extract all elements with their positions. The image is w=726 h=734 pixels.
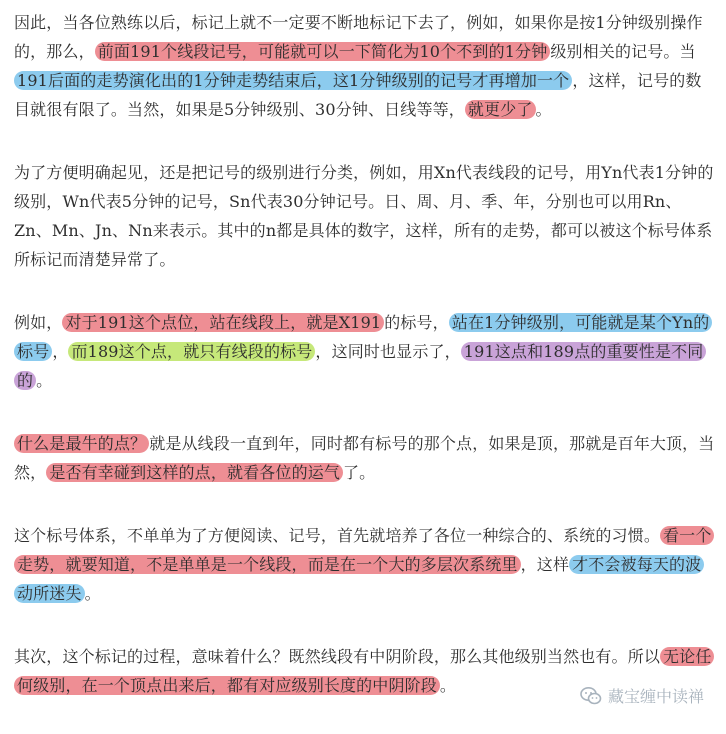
text-segment: 级别相关的记号。当 [550,42,696,61]
highlight-red: 什么是最牛的点？ [14,434,149,453]
text-segment: 就是从线段一直到年，同时都有标号的那个点，如果是顶，那就是百年大顶，当然， [14,434,715,482]
highlight-green: 而189这个点，就只有线段的标号 [68,342,315,361]
text-segment: ，这样，记号的数目就很有限了。当然，如果是5分钟级别、30分钟、日线等等， [14,71,702,119]
text-segment: 了。 [343,463,376,482]
watermark [580,684,704,707]
highlight-red: 是否有幸碰到这样的点，就看各位的运气 [46,463,343,482]
highlight-blue: 191后面的走势演化出的1分钟走势结束后，这1分钟级别的记号才再增加一个 [14,71,572,90]
text-segment: 的标号， [384,313,449,332]
paragraph [14,158,716,274]
text-segment: 这个标号体系，不单单为了方便阅读、记号，首先就培养了各位一种综合的、系统的习惯。 [14,526,661,545]
highlight-red: 对于191这个点位，站在线段上，就是X191 [62,313,384,332]
highlight-red: 无论任何级别，在一个顶点出来后，都有对应级别长度的中阴阶段 [14,647,714,695]
paragraph [14,429,716,487]
highlight-blue: 才不会被每天的波动所迷失 [14,555,704,603]
highlight-blue: 站在1分钟级别，可能就是某个Yn的标号 [14,313,712,361]
text-segment: 其次，这个标记的过程，意味着什么？既然线段有中阴阶段，那么其他级别当然也有。所以 [14,647,661,666]
text-segment: 。 [84,584,101,603]
highlight-red: 看一个走势，就要知道，不是单单是一个线段，而是在一个大的多层次系统里 [14,526,714,574]
highlight-red: 就更少了 [465,100,536,119]
text-segment: 。 [439,676,457,695]
text-segment: 例如， [14,313,63,332]
text-segment: 为了方便明确起见，还是把记号的级别进行分类，例如，用Xn代表线段的记号，用Yn代表1分钟的级别，Wn代表5分钟的记号，Sn代表30分钟记号。日、周、月、季、年，分别也可以用Rn、Zn、Mn、Jn、Nn来表示。其中的n都是具体的数字，这样，所有的走势，都可以被这个标号体系所标记而清楚异常了。 [14,163,714,269]
highlight-red: 前面191个线段记号，可能就可以一下简化为10个不到的1分钟 [95,42,551,61]
watermark-text: 藏宝缠中读禅 [607,687,704,706]
paragraph [14,308,716,395]
paragraph [14,8,716,124]
article-body [14,8,716,734]
paragraph [14,521,716,608]
text-segment: ， [52,342,69,361]
text-segment: 。 [535,100,552,119]
text-segment: 因此，当各位熟练以后，标记上就不一定要不断地标记下去了，例如，如果你是按1分钟级别操作的，那么， [14,13,703,61]
text-segment: 。 [36,371,53,390]
highlight-purple: 191这点和189点的重要性是不同的 [14,342,706,390]
text-segment: ，这同时也显示了， [315,342,461,361]
wechat-icon [580,686,602,706]
text-segment: ，这样 [520,555,570,574]
